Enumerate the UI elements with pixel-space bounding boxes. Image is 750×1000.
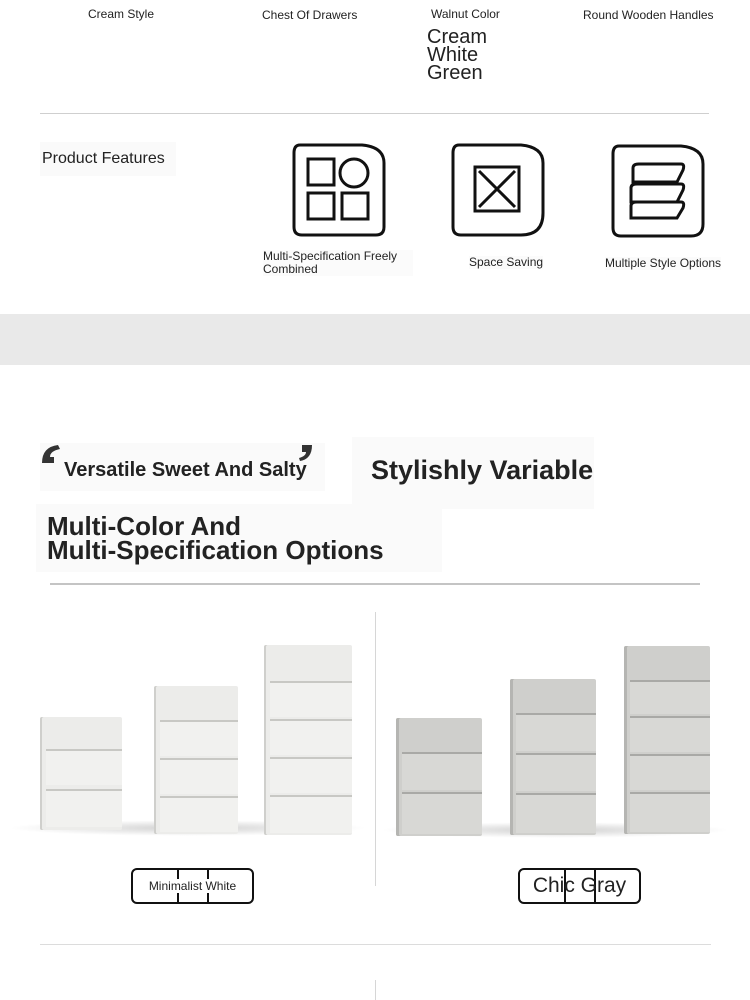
tagline-box (40, 443, 325, 491)
compress-box-icon (451, 143, 543, 235)
tagline: Versatile Sweet And Salty (64, 459, 307, 481)
feature-label: Space Saving (469, 255, 544, 269)
color-options-list (427, 28, 487, 82)
spec-color: Walnut Color (431, 7, 500, 21)
cabinet-tall (624, 646, 710, 834)
section-divider (40, 944, 711, 945)
feature-label: Multi-Specification Freely Combined (263, 250, 413, 276)
cabinet-small (396, 718, 482, 836)
variant-button-white[interactable] (131, 868, 254, 904)
page-title: Multi-Color And Multi-Specification Options (47, 511, 384, 565)
cabinet-medium (510, 679, 596, 835)
cabinet-tall (264, 645, 352, 835)
feature-label: Multiple Style Options (605, 256, 722, 270)
spec-style: Cream Style (88, 7, 155, 21)
subtitle-box (352, 437, 594, 509)
variant-label: Minimalist White (148, 879, 237, 893)
stacked-layers-icon (611, 144, 703, 236)
color-option: Green (427, 62, 483, 84)
variant-divider (375, 612, 376, 886)
shapes-combination-icon (292, 143, 384, 235)
features-title: Product Features (40, 142, 176, 176)
cabinet-small (40, 717, 122, 830)
variant-label: Chic Gray (532, 874, 627, 897)
title-box (36, 504, 442, 572)
section-band (0, 314, 750, 365)
color-option: White (427, 44, 479, 66)
spec-handles: Round Wooden Handles (583, 8, 714, 22)
variant-button-gray[interactable] (518, 868, 641, 904)
cabinet-medium (154, 686, 238, 834)
variant-divider (375, 980, 376, 1000)
quote-open-icon (40, 443, 66, 465)
subtitle: Stylishly Variable (371, 455, 594, 485)
section-divider (40, 113, 709, 114)
spec-type: Chest Of Drawers (262, 8, 358, 22)
color-option: Cream (427, 26, 488, 48)
title-underline (50, 583, 700, 585)
